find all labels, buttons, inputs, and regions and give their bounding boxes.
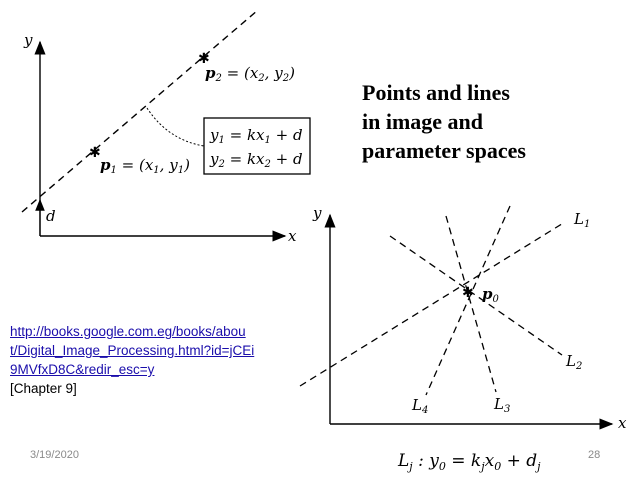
footer-date: 3/19/2020: [30, 449, 79, 461]
param-x-axis-label: x: [618, 414, 627, 432]
line-L1: [300, 222, 565, 386]
slide-title-line-2: in image and: [362, 109, 484, 134]
reference-link-line-1[interactable]: http://books.google.com.eg/books/abou: [10, 324, 246, 339]
p0-label: $p_0$: [482, 285, 499, 305]
reference-chapter: [Chapter 9]: [10, 381, 77, 396]
image-dashed-line: [22, 10, 258, 212]
line-L3: [446, 216, 496, 392]
reference-block: [10, 322, 300, 398]
image-space-diagram: [22, 10, 310, 245]
slide-title-line-3: parameter spaces: [362, 138, 526, 163]
footer-page-number: 28: [588, 449, 601, 461]
reference-link-line-2[interactable]: t/Digital_Image_Processing.html?id=jCEi: [10, 343, 255, 358]
point-p1-marker: ✱: [89, 144, 101, 160]
line-L1-label: $L_1$: [574, 210, 591, 230]
intercept-label: d: [46, 207, 56, 225]
equation-1: $y_1 = kx_1 + d$: [210, 126, 303, 146]
equation-connector: [147, 108, 204, 146]
line-L4-label: $L_4$: [412, 396, 429, 416]
p1-label: $p_1 = (x_1$, $y_1$): [100, 156, 190, 176]
param-y-axis-label: y: [313, 204, 322, 222]
image-x-axis-label: x: [288, 227, 297, 245]
equation-2: $y_2 = kx_2 + d$: [210, 150, 303, 170]
p2-label: $p_2 = (x_2$, $y_2$): [205, 64, 295, 84]
parameter-line-equation: $L_j$ : $y_0 = k_jx_0 + d_j$: [398, 451, 541, 473]
point-p2-marker: ✱: [198, 50, 210, 66]
image-y-axis-label: y: [24, 31, 33, 49]
line-L2: [390, 236, 562, 355]
line-L3-label: $L_3$: [494, 395, 511, 415]
reference-link-line-3[interactable]: 9MVfxD8C&redir_esc=y: [10, 362, 155, 377]
slide-title: [362, 78, 622, 165]
parameter-space-diagram: [300, 204, 627, 473]
point-p0-marker: ✱: [462, 284, 474, 300]
slide-title-line-1: Points and lines: [362, 80, 510, 105]
line-L2-label: $L_2$: [566, 352, 583, 372]
